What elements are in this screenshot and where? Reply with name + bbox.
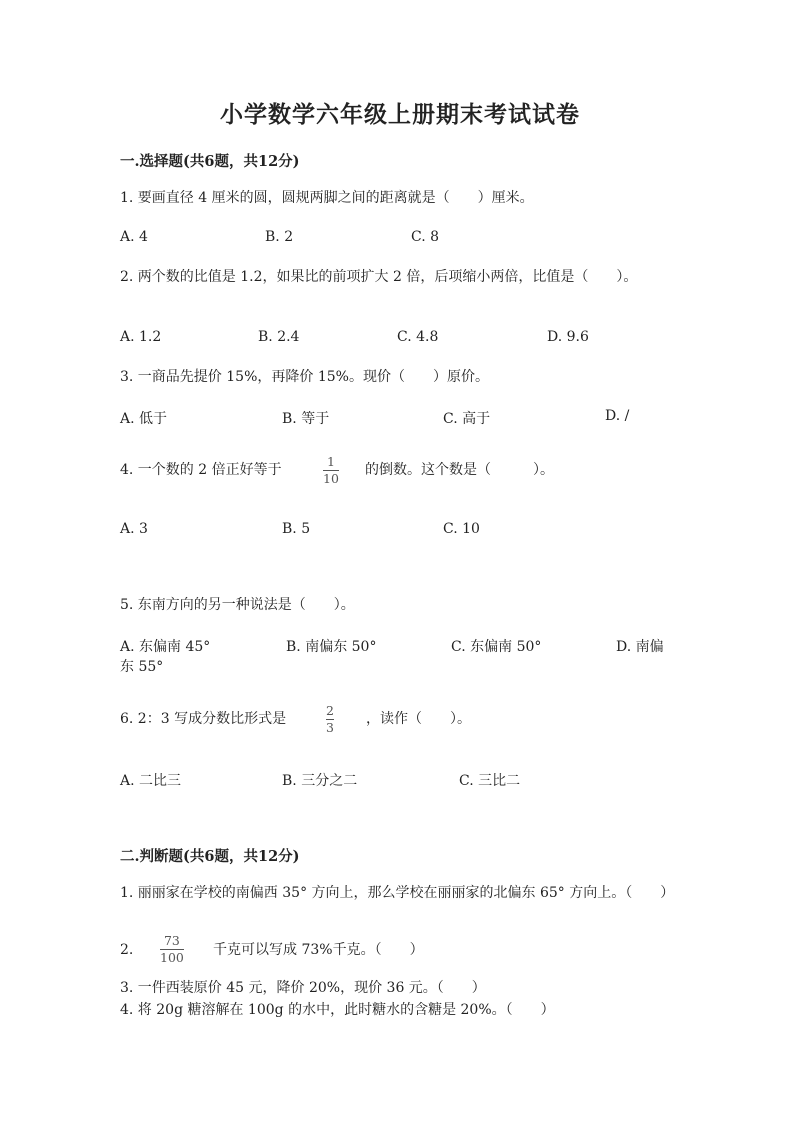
question-6-prefix: 6. 2：3 写成分数比形式是 <box>120 711 287 727</box>
q4-fraction-numerator: 1 <box>326 454 335 469</box>
q3-option-c: C. 高于 <box>443 411 491 427</box>
q6-fraction-numerator: 2 <box>326 703 334 718</box>
q5-option-b: B. 南偏东 50° <box>286 639 377 655</box>
q1-option-c: C. 8 <box>411 229 440 245</box>
question-5-text: 5. 东南方向的另一种说法是（ ）。 <box>120 597 355 613</box>
judge-question-2-suffix: 千克可以写成 73%千克。（ ） <box>213 942 424 958</box>
question-1-text: 1. 要画直径 4 厘米的圆，圆规两脚之间的距离就是（ ）厘米。 <box>120 190 534 206</box>
q6-option-b: B. 三分之二 <box>282 773 358 789</box>
judge-question-3-text: 3. 一件西装原价 45 元，降价 20%，现价 36 元。（ ） <box>120 980 486 996</box>
q3-option-b: B. 等于 <box>282 411 330 427</box>
q2-option-d: D. 9.6 <box>547 329 589 345</box>
judge-q2-fraction-denominator: 100 <box>160 950 184 965</box>
judge-q2-fraction <box>160 934 184 965</box>
q2-option-c: C. 4.8 <box>397 329 439 345</box>
question-3-text: 3. 一商品先提价 15%，再降价 15%。现价（ ）原价。 <box>120 369 489 385</box>
q4-option-c: C. 10 <box>443 521 480 537</box>
page-title: 小学数学六年级上册期末考试试卷 <box>220 101 580 128</box>
judge-question-1-text: 1. 丽丽家在学校的南偏西 35° 方向上，那么学校在丽丽家的北偏东 65° 方向上。（ ） <box>120 885 675 901</box>
q5-option-d: D. 南偏 <box>616 639 664 655</box>
q1-option-a: A. 4 <box>120 229 148 245</box>
judge-question-2-prefix: 2. <box>120 942 134 958</box>
question-6-suffix: ，读作（ ）。 <box>366 711 471 727</box>
q6-option-c: C. 三比二 <box>459 773 521 789</box>
judge-q2-fraction-numerator: 73 <box>163 933 180 948</box>
section-heading-choice: 一.选择题(共6题，共12分) <box>120 153 300 170</box>
q6-option-a: A. 二比三 <box>120 773 182 789</box>
q4-option-b: B. 5 <box>282 521 311 537</box>
q5-option-a: A. 东偏南 45° <box>120 639 211 655</box>
q5-option-d-continued: 东 55° <box>120 659 164 675</box>
question-4-suffix: 的倒数。这个数是（ ）。 <box>365 462 554 478</box>
question-2-text: 2. 两个数的比值是 1.2，如果比的前项扩大 2 倍，后项缩小两倍，比值是（ ）。 <box>120 269 638 285</box>
q4-fraction <box>323 455 339 486</box>
q2-option-b: B. 2.4 <box>258 329 300 345</box>
q6-fraction-denominator: 3 <box>326 720 334 735</box>
q3-option-d: D. / <box>605 408 630 424</box>
q1-option-b: B. 2 <box>265 229 294 245</box>
q4-fraction-denominator: 10 <box>323 471 339 486</box>
q5-option-c: C. 东偏南 50° <box>451 639 542 655</box>
q6-fraction <box>326 704 334 735</box>
q4-option-a: A. 3 <box>120 521 148 537</box>
section-heading-judge: 二.判断题(共6题，共12分) <box>120 848 300 865</box>
judge-question-4-text: 4. 将 20g 糖溶解在 100g 的水中，此时糖水的含糖是 20%。（ ） <box>120 1002 555 1018</box>
q3-option-a: A. 低于 <box>120 411 168 427</box>
q2-option-a: A. 1.2 <box>120 329 162 345</box>
question-4-prefix: 4. 一个数的 2 倍正好等于 <box>120 462 282 478</box>
